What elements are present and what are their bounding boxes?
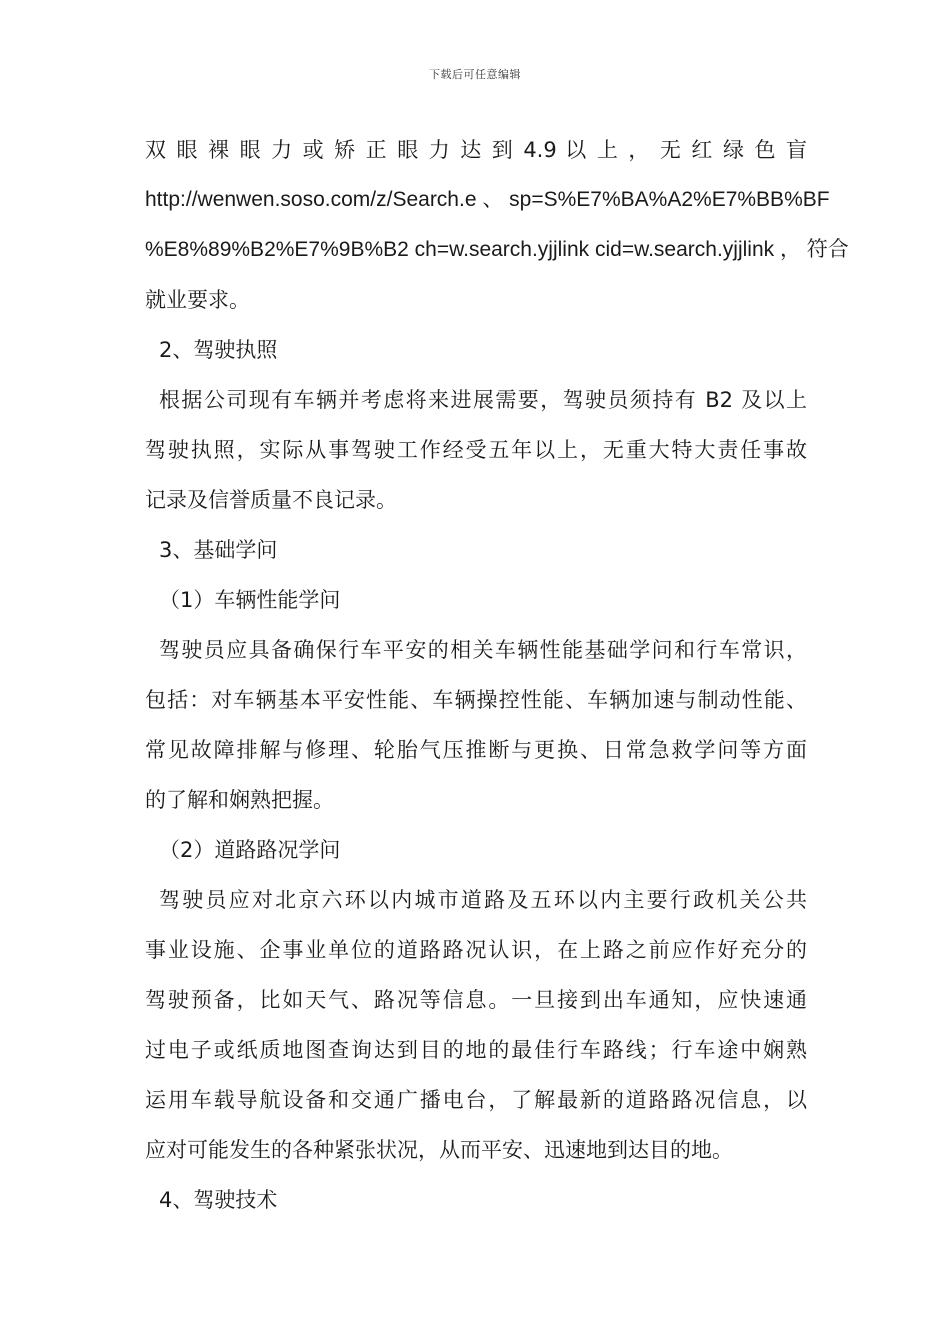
paragraph-line: 就业要求。 <box>145 288 250 312</box>
paragraph-line: 事业设施、企事业单位的道路路况认识，在上路之前应作好充分的 <box>145 938 807 962</box>
section-heading: 3、基础学问 <box>159 538 278 562</box>
paragraph-line: 根据公司现有车辆并考虑将来进展需要，驾驶员须持有 B2 及以上 <box>159 388 807 412</box>
paragraph-line: 运用车载导航设备和交通广播电台，了解最新的道路路况信息，以 <box>145 1088 807 1112</box>
paragraph-line: http://wenwen.soso.com/z/Search.e 、 sp=S%E7%BA%A2%E7%BB%BF <box>145 188 830 211</box>
paragraph-line: %E8%89%B2%E7%9B%B2 ch=w.search.yjjlink cid=w.search.yjjlink ， 符合 <box>145 238 849 261</box>
paragraph-line: 应对可能发生的各种紧张状况，从而平安、迅速地到达目的地。 <box>145 1138 733 1162</box>
paragraph-line: 包括：对车辆基本平安性能、车辆操控性能、车辆加速与制动性能、 <box>145 688 807 712</box>
paragraph-line: 双 眼 裸 眼 力 或 矫 正 眼 力 达 到 4.9 以 上 ， 无 红 绿 色 盲 <box>145 138 807 162</box>
subsection-heading: （2）道路路况学问 <box>159 838 341 862</box>
section-heading: 2、驾驶执照 <box>159 338 278 362</box>
document-body <box>145 130 849 1230</box>
paragraph-line: 驾驶预备，比如天气、路况等信息。一旦接到出车通知，应快速通 <box>145 988 807 1012</box>
paragraph-line: 常见故障排解与修理、轮胎气压推断与更换、日常急救学问等方面 <box>145 738 807 762</box>
section-heading: 4、驾驶技术 <box>159 1188 278 1212</box>
paragraph-line: 驾驶执照，实际从事驾驶工作经受五年以上，无重大特大责任事故 <box>145 438 807 462</box>
page-header: 下载后可任意编辑 <box>429 68 521 81</box>
paragraph-line: 记录及信誉质量不良记录。 <box>145 488 397 512</box>
paragraph-line: 过电子或纸质地图查询达到目的地的最佳行车路线；行车途中娴熟 <box>145 1038 807 1062</box>
subsection-heading: （1）车辆性能学问 <box>159 588 341 612</box>
paragraph-line: 驾驶员应对北京六环以内城市道路及五环以内主要行政机关公共 <box>159 888 807 912</box>
paragraph-line: 驾驶员应具备确保行车平安的相关车辆性能基础学问和行车常识， <box>159 638 807 662</box>
paragraph-line: 的了解和娴熟把握。 <box>145 788 334 812</box>
